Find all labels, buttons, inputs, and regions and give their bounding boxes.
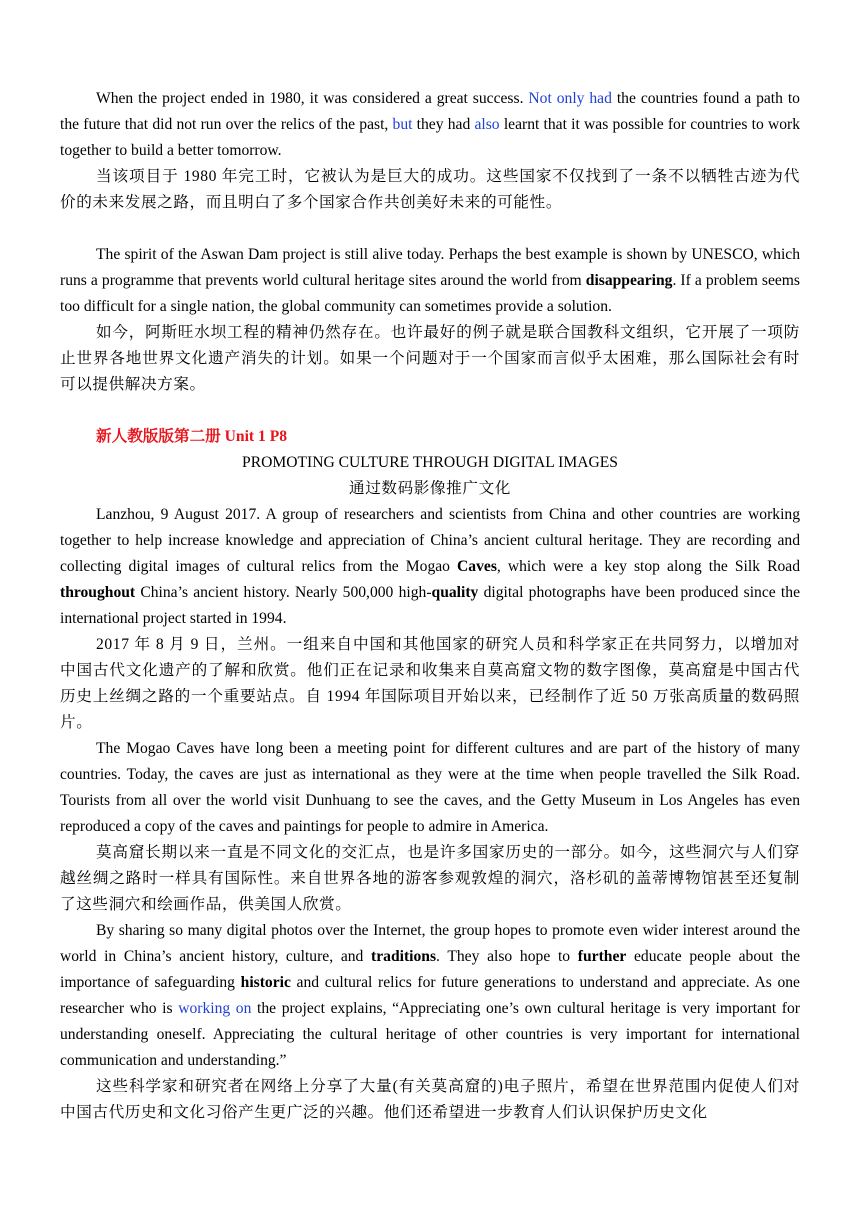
keyword-caves: Caves bbox=[457, 558, 497, 575]
paragraph-aswan-success: When the project ended in 1980, it was considered a great success. Not only had the countries found a path to the future that did not run over the relics of the past, but they had also learnt that it was possible for countries to work together to build a better tomorrow. bbox=[60, 90, 801, 159]
paragraph-lanzhou-zh: 2017 年 8 月 9 日，兰州。一组来自中国和其他国家的研究人员和科学家正在共同努力，以增加对中国古代文化遗产的了解和欣赏。他们正在记录和收集来自莫高窟文物的数字图像，莫高窟是中国古代历史上丝绸之路的一个重要站点。自 1994 年国际项目开始以来，已经制作了近 50 万张高质量的数码照片。 bbox=[60, 636, 800, 731]
article-title-zh: 通过数码影像推广文化 bbox=[349, 480, 511, 497]
paragraph-sharing-photos: By sharing so many digital photos over the Internet, the group hopes to promote even wider interest around the world in China’s ancient history, culture, and traditions. They also hope to further educate people about the importance of safeguarding historic and cultural relics for future generations to understand and appreciate. As one researcher who is working on the project explains, “Appreciating one’s own cultural heritage is very important for understanding oneself. Appreciating the cultural heritage of other countries is very important for international communication and understanding.” bbox=[60, 922, 800, 1069]
paragraph-unesco: The spirit of the Aswan Dam project is still alive today. Perhaps the best example is shown by UNESCO, which runs a programme that prevents world cultural heritage sites around the world from disappearing. If a problem seems too difficult for a single nation, the global community can sometimes provide a solution. bbox=[60, 246, 800, 315]
highlight-not-only-had: Not only had bbox=[528, 90, 612, 107]
blank-line bbox=[60, 216, 800, 242]
section-label: 新人教版版第二册 Unit 1 P8 bbox=[96, 428, 288, 445]
highlight-but: but bbox=[392, 116, 413, 133]
paragraph-lanzhou: Lanzhou, 9 August 2017. A group of researchers and scientists from China and other countries are working together to help increase knowledge and appreciation of China’s ancient cultural heritage. They are recording and collecting digital images of cultural relics from the Mogao Caves, which were a key stop along the Silk Road throughout China’s ancient history. Nearly 500,000 high-quality digital photographs have been produced since the international project started in 1994. bbox=[60, 506, 800, 627]
blank-line bbox=[60, 398, 800, 424]
paragraph-mogao-caves-zh: 莫高窟长期以来一直是不同文化的交汇点，也是许多国家历史的一部分。如今，这些洞穴与人们穿越丝绸之路时一样具有国际性。来自世界各地的游客参观敦煌的洞穴，洛杉矶的盖蒂博物馆甚至还复制了这些洞穴和绘画作品，供美国人欣赏。 bbox=[60, 844, 800, 913]
paragraph-unesco-zh: 如今，阿斯旺水坝工程的精神仍然存在。也许最好的例子就是联合国教科文组织，它开展了一项防止世界各地世界文化遗产消失的计划。如果一个问题对于一个国家而言似乎太困难，那么国际社会有时可以提供解决方案。 bbox=[60, 324, 800, 393]
keyword-quality: quality bbox=[431, 584, 479, 601]
highlight-also: also bbox=[474, 116, 500, 133]
keyword-further: further bbox=[577, 948, 627, 965]
paragraph-sharing-photos-zh: 这些科学家和研究者在网络上分享了大量(有关莫高窟的)电子照片，希望在世界范围内促使人们对中国古代历史和文化习俗产生更广泛的兴趣。他们还希望进一步教育人们认识保护历史文化 bbox=[60, 1078, 800, 1121]
paragraph-aswan-success-zh: 当该项目于 1980 年完工时，它被认为是巨大的成功。这些国家不仅找到了一条不以牺牲古迹为代价的未来发展之路，而且明白了多个国家合作共创美好未来的可能性。 bbox=[60, 168, 800, 211]
keyword-traditions: traditions bbox=[371, 948, 437, 965]
keyword-disappearing: disappearing bbox=[585, 272, 673, 289]
highlight-working-on: working on bbox=[178, 1000, 252, 1017]
keyword-throughout: throughout bbox=[60, 584, 136, 601]
article-title: PROMOTING CULTURE THROUGH DIGITAL IMAGES bbox=[242, 454, 618, 471]
paragraph-mogao-caves: The Mogao Caves have long been a meeting point for different cultures and are part of the history of many countries. Today, the caves are just as international as they were at the time when people travelled the Silk Road. Tourists from all over the world visit Dunhuang to see the caves, and the Getty Museum in Los Angeles has even reproduced a copy of the caves and paintings for people to admire in America. bbox=[60, 740, 800, 835]
document-page bbox=[60, 86, 800, 1126]
keyword-historic: historic bbox=[240, 974, 291, 991]
